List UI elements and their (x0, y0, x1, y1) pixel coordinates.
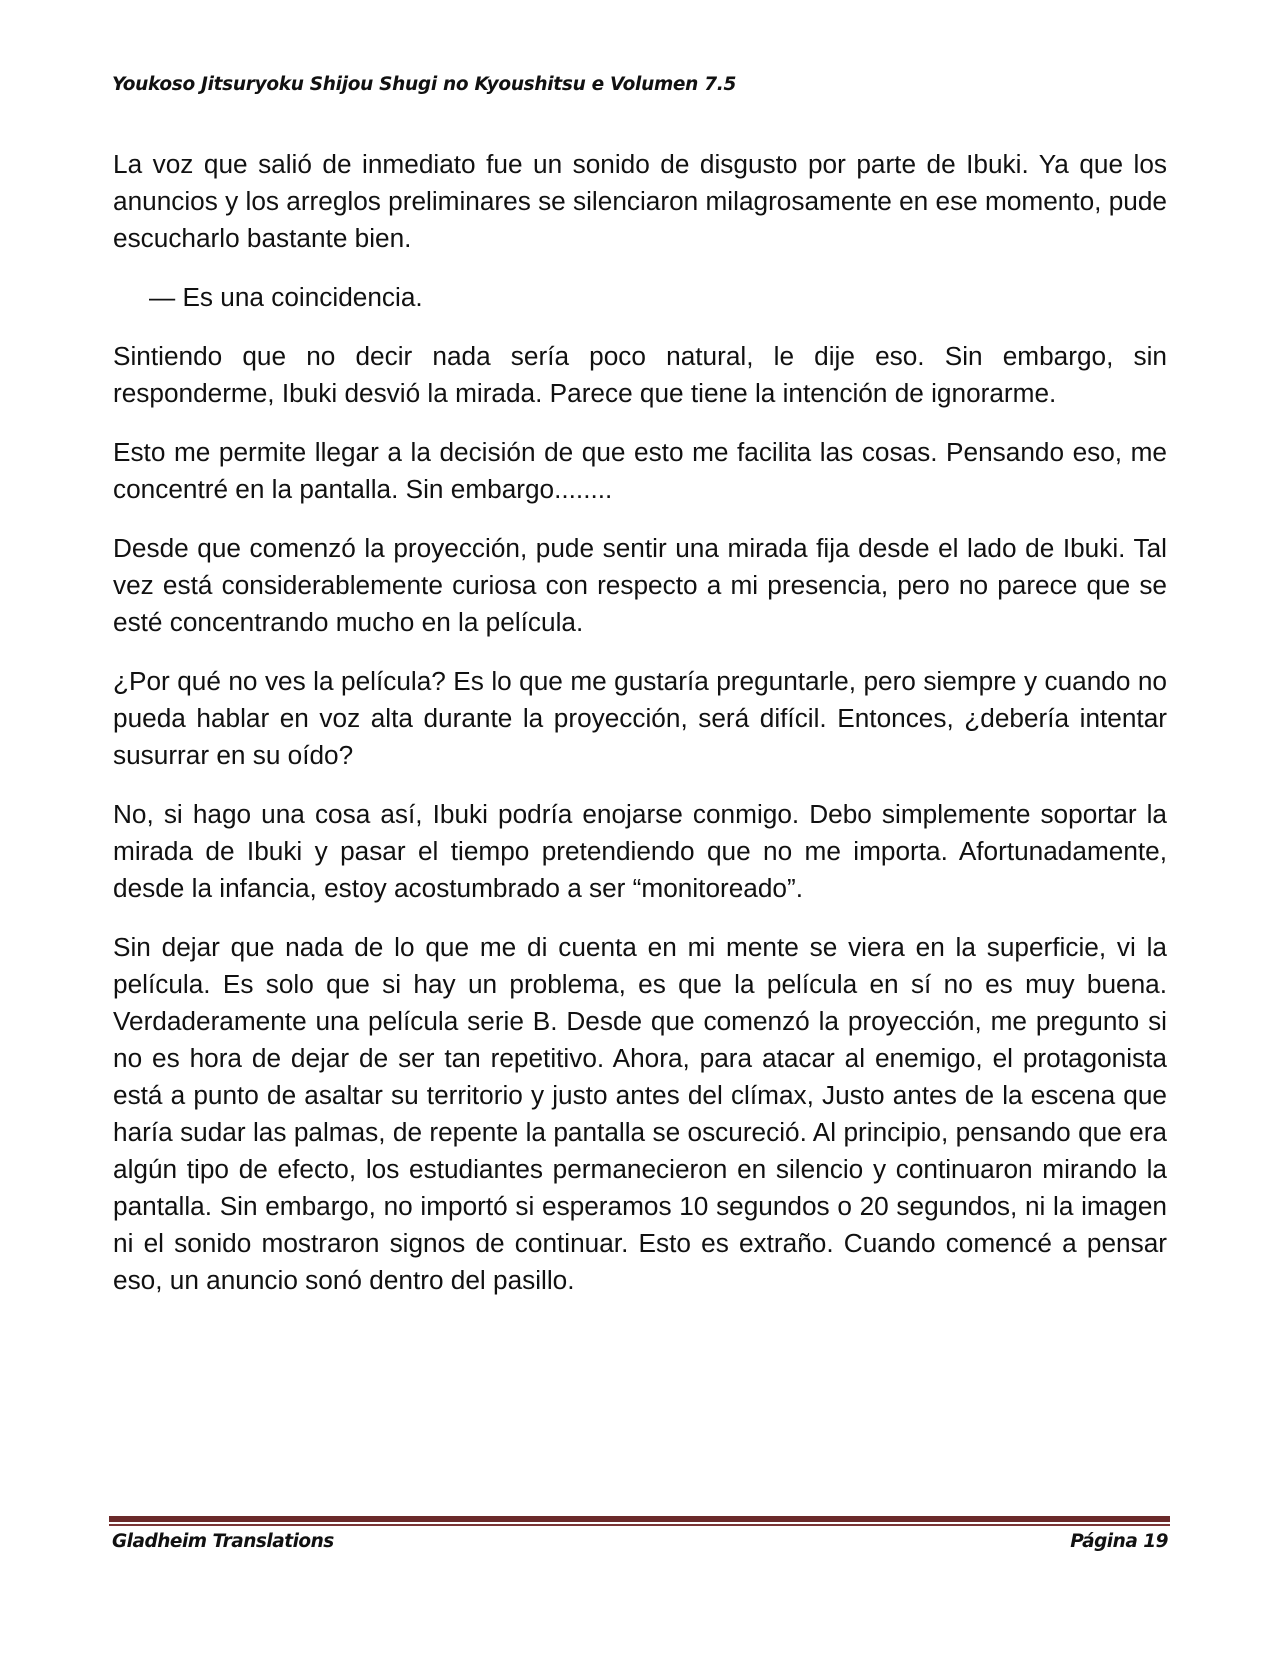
paragraph: Desde que comenzó la proyección, pude sentir una mirada fija desde el lado de Ibuki. Tal vez está considerablemente curiosa con respecto a mi presencia, pero no parece que se esté concentrando mucho en la película. (113, 533, 1167, 637)
paragraph: No, si hago una cosa así, Ibuki podría enojarse conmigo. Debo simplemente soportar la mirada de Ibuki y pasar el tiempo pretendiendo que no me importa. Afortunadamente, desde la infancia, estoy acostumbrado a ser “monitoreado”. (113, 799, 1167, 903)
paragraph: ¿Por qué no ves la película? Es lo que me gustaría preguntarle, pero siempre y cuando no pueda hablar en voz alta durante la proyección, será difícil. Entonces, ¿debería intentar susurrar en su oído? (113, 666, 1167, 770)
dialogue-line: — Es una coincidencia. (149, 282, 423, 312)
paragraph: Esto me permite llegar a la decisión de que esto me facilita las cosas. Pensando eso, me concentré en la pantalla. Sin embargo........ (113, 437, 1167, 504)
footer-divider-thin (109, 1524, 1170, 1526)
footer-divider-thick (109, 1516, 1170, 1522)
paragraph: Sintiendo que no decir nada sería poco natural, le dije eso. Sin embargo, sin responderme, Ibuki desvió la mirada. Parece que tiene la intención de ignorarme. (113, 341, 1167, 408)
footer-publisher: Gladheim Translations (112, 1531, 334, 1552)
paragraph: Sin dejar que nada de lo que me di cuenta en mi mente se viera en la superficie, vi la película. Es solo que si hay un problema, es que la película en sí no es muy buena. Verdaderamente una película serie B. Desde que comenzó la proyección, me pregunto si no es hora de dejar de ser tan repetitivo. Ahora, para atacar al enemigo, el protagonista está a punto de asaltar su territorio y justo antes del clímax, Justo antes de la escena que haría sudar las palmas, de repente la pantalla se oscureció. Al principio, pensando que era algún tipo de efecto, los estudiantes permanecieron en silencio y continuaron mirando la pantalla. Sin embargo, no importó si esperamos 10 segundos o 20 segundos, ni la imagen ni el sonido mostraron signos de continuar. Esto es extraño. Cuando comencé a pensar eso, un anuncio sonó dentro del pasillo. (113, 932, 1167, 1295)
running-header-title: Youkoso Jitsuryoku Shijou Shugi no Kyoushitsu e Volumen 7.5 (112, 74, 737, 95)
body-text (113, 146, 1167, 1321)
footer-page-number: Página 19 (1070, 1531, 1168, 1552)
paragraph: La voz que salió de inmediato fue un sonido de disgusto por parte de Ibuki. Ya que los anuncios y los arreglos preliminares se silenciaron milagrosamente en ese momento, pude escucharlo bastante bien. (113, 149, 1167, 253)
